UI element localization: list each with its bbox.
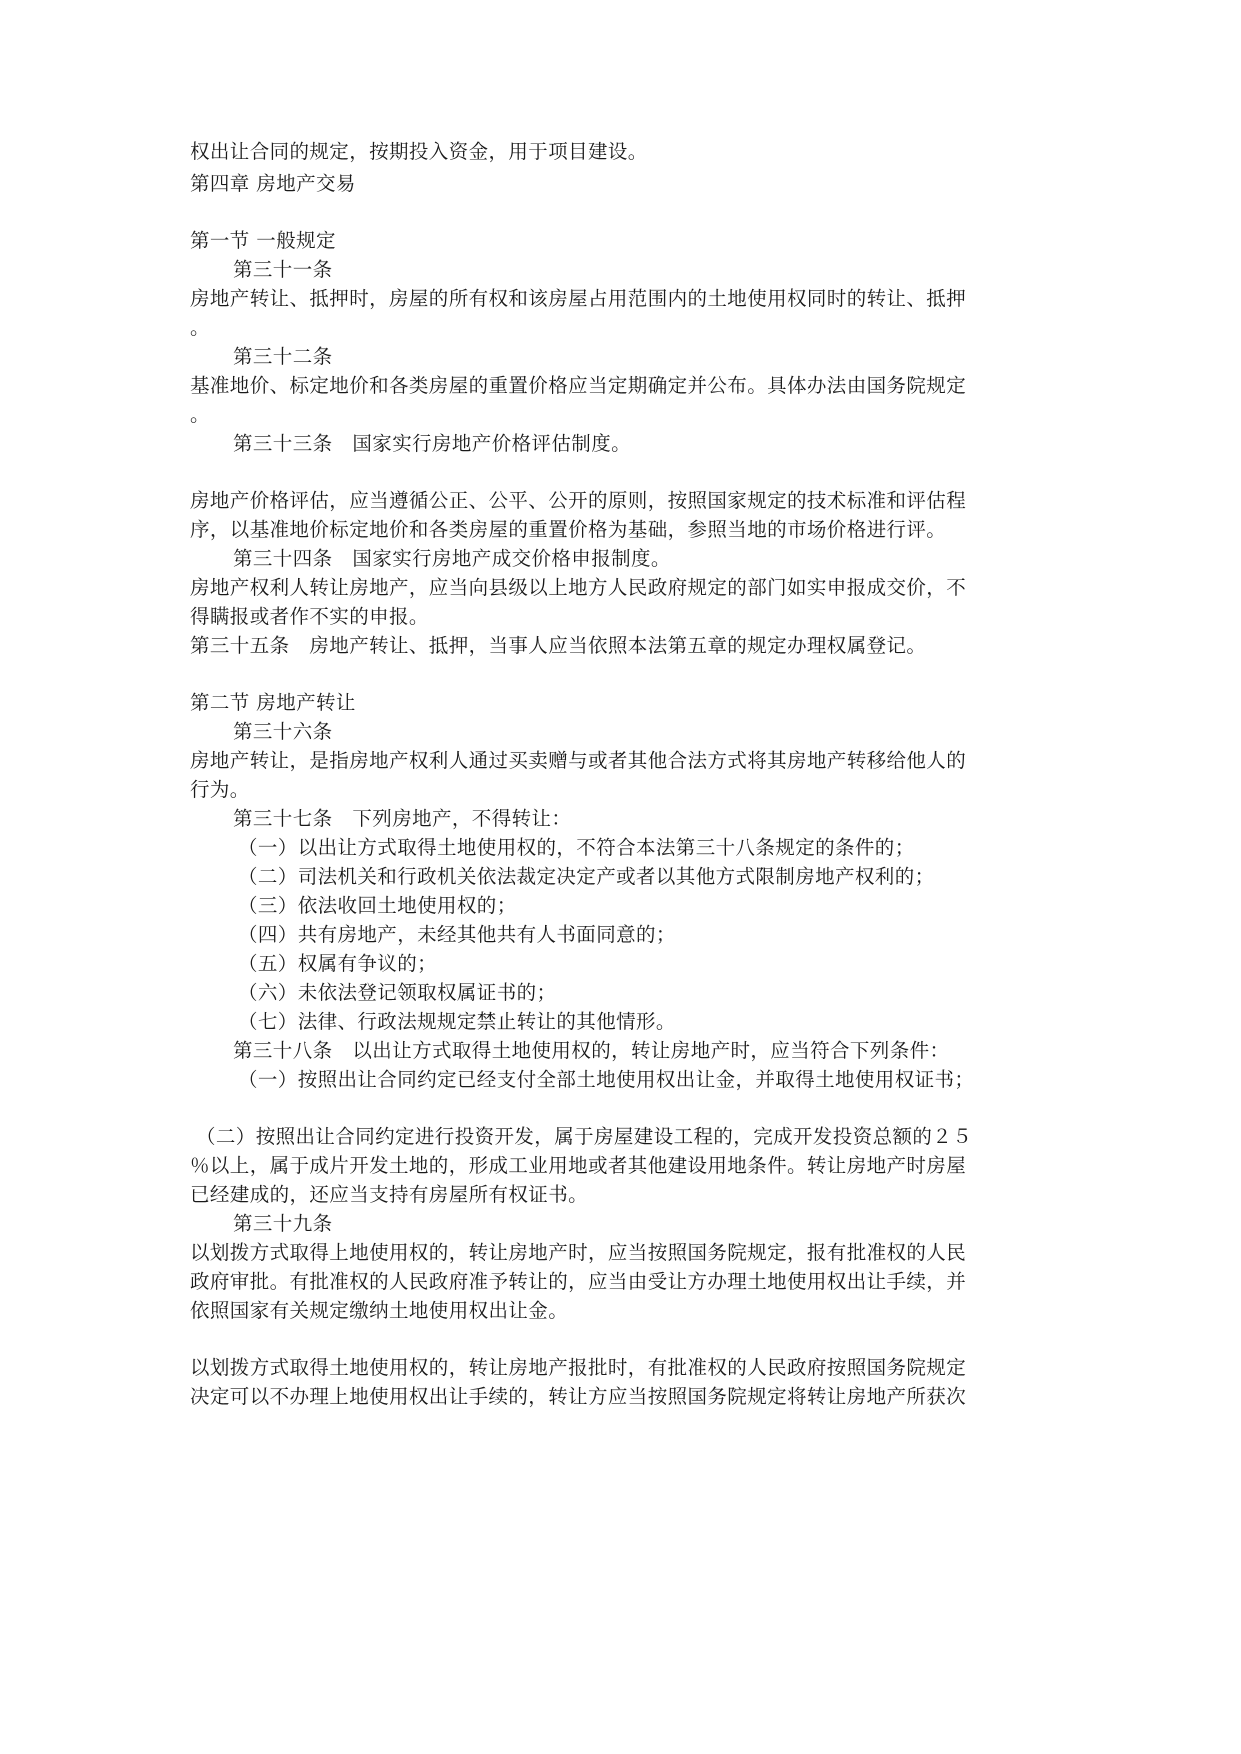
chapter-heading: 第四章 房地产交易: [190, 172, 356, 195]
list-item: （三）依法收回土地使用权的；: [238, 894, 517, 917]
text-line: 房地产转让、抵押时，房屋的所有权和该房屋占用范围内的土地使用权同时的转让、抵押: [190, 287, 967, 310]
text-line: 房地产价格评估，应当遵循公正、公平、公开的原则，按照国家规定的技术标准和评估程: [190, 489, 967, 512]
text-line: 序，以基准地价标定地价和各类房屋的重置价格为基础，参照当地的市场价格进行评。: [190, 518, 947, 541]
section-heading: 第一节 一般规定: [190, 229, 336, 252]
list-item: （二）司法机关和行政机关依法裁定决定产或者以其他方式限制房地产权利的；: [238, 865, 935, 888]
text-line: 得瞒报或者作不实的申报。: [190, 605, 429, 628]
article-heading: 第三十七条 下列房地产，不得转让：: [233, 807, 572, 830]
article-heading: 第三十一条: [233, 258, 333, 281]
text-line: 以划拨方式取得土地使用权的，转让房地产报批时，有批准权的人民政府按照国务院规定: [190, 1356, 967, 1379]
list-item: （一）以出让方式取得土地使用权的，不符合本法第三十八条规定的条件的；: [238, 836, 915, 859]
list-item: （二）按照出让合同约定进行投资开发，属于房屋建设工程的，完成开发投资总额的２５: [196, 1125, 973, 1148]
list-item: （五）权属有争议的；: [238, 952, 438, 975]
text-line: 房地产转让，是指房地产权利人通过买卖赠与或者其他合法方式将其房地产转移给他人的: [190, 749, 967, 772]
list-item: （一）按照出让合同约定已经支付全部土地使用权出让金，并取得土地使用权证书；: [238, 1068, 975, 1091]
article-heading: 第三十三条 国家实行房地产价格评估制度。: [233, 432, 632, 455]
text-line: 依照国家有关规定缴纳土地使用权出让金。: [190, 1299, 569, 1322]
article-heading: 第三十四条 国家实行房地产成交价格申报制度。: [233, 547, 671, 570]
text-line: 政府审批。有批准权的人民政府准予转让的，应当由受让方办理土地使用权出让手续，并: [190, 1270, 967, 1293]
text-line: 基准地价、标定地价和各类房屋的重置价格应当定期确定并公布。具体办法由国务院规定: [190, 374, 967, 397]
text-line: 行为。: [190, 778, 250, 801]
text-line: 决定可以不办理上地使用权出让手续的，转让方应当按照国务院规定将转让房地产所获次: [190, 1385, 967, 1408]
text-line: 房地产权利人转让房地产，应当向县级以上地方人民政府规定的部门如实申报成交价，不: [190, 576, 967, 599]
article-heading: 第三十二条: [233, 345, 333, 368]
list-item: （七）法律、行政法规规定禁止转让的其他情形。: [238, 1010, 676, 1033]
text-line: 。: [190, 316, 210, 339]
list-item: （四）共有房地产，未经其他共有人书面同意的；: [238, 923, 676, 946]
article-heading: 第三十八条 以出让方式取得土地使用权的，转让房地产时，应当符合下列条件：: [233, 1039, 950, 1062]
article-heading: 第三十六条: [233, 720, 333, 743]
text-line: 权出让合同的规定，按期投入资金，用于项目建设。: [190, 140, 648, 163]
section-heading: 第二节 房地产转让: [190, 691, 356, 714]
article-heading: 第三十五条 房地产转让、抵押，当事人应当依照本法第五章的规定办理权属登记。: [190, 634, 927, 657]
text-line: 已经建成的，还应当支持有房屋所有权证书。: [190, 1183, 589, 1206]
list-item: （六）未依法登记领取权属证书的；: [238, 981, 557, 1004]
article-heading: 第三十九条: [233, 1212, 333, 1235]
text-line: 以划拨方式取得上地使用权的，转让房地产时，应当按照国务院规定，报有批准权的人民: [190, 1241, 967, 1264]
text-line: 。: [190, 403, 210, 426]
text-line: ％以上，属于成片开发土地的，形成工业用地或者其他建设用地条件。转让房地产时房屋: [190, 1154, 967, 1177]
